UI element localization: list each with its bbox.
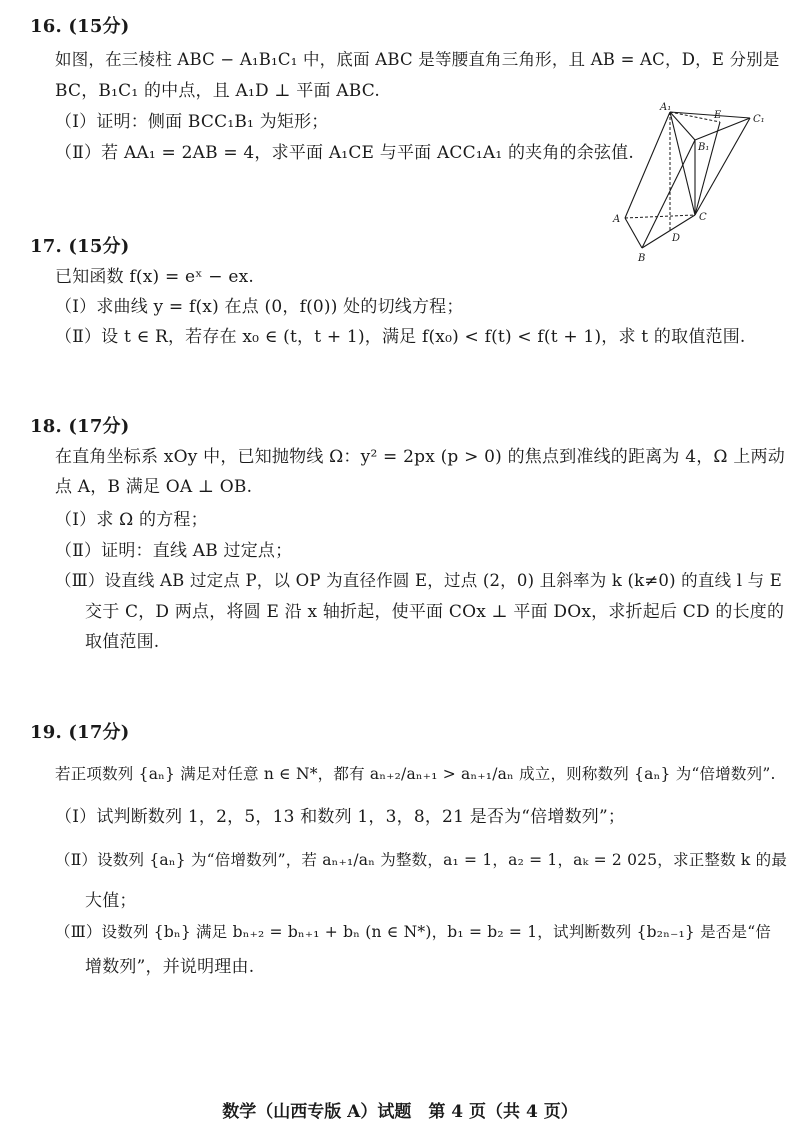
problem-18-line-6: 交于 C，D 两点，将圆 E 沿 x 轴折起，使平面 COx ⊥ 平面 DOx，求折起后 CD 的长度的 [85, 602, 785, 622]
label-B1: B₁ [698, 142, 710, 153]
problem-18-line-4: （Ⅱ）证明：直线 AB 过定点； [55, 541, 293, 561]
problem-18-line-3: （Ⅰ）求 Ω 的方程； [55, 510, 208, 530]
problem-17-line-3: （Ⅱ）设 t ∈ R，若存在 x₀ ∈ (t，t + 1)，满足 f(x₀) < f(t) < f(t + 1)，求 t 的取值范围. [55, 327, 746, 347]
label-D: D [672, 233, 681, 244]
problem-17-line-1: 已知函数 f(x) = eˣ − ex. [55, 267, 254, 287]
edge-a1-c1 [670, 112, 750, 118]
problem-17-header: 17. (15分) [30, 236, 130, 257]
problem-19-line-3: （Ⅱ）设数列 {aₙ} 为“倍增数列”，若 aₙ₊₁/aₙ 为整数，a₁ = 1，a₂ = 1，aₖ = 2 025，求正整数 k 的最 [55, 851, 788, 869]
edge-b1-c1 [695, 118, 750, 140]
problem-19-line-6: 增数列”，并说明理由. [85, 957, 255, 977]
problem-16-line-1: 如图，在三棱柱 ABC − A₁B₁C₁ 中，底面 ABC 是等腰直角三角形，且 AB = AC，D，E 分别是 [55, 50, 780, 69]
problem-19-line-4: 大值； [85, 891, 137, 911]
problem-19-line-5: （Ⅲ）设数列 {bₙ} 满足 bₙ₊₂ = bₙ₊₁ + bₙ (n ∈ N*)，b₁ = b₂ = 1，试判断数列 {b₂ₙ₋₁} 是否是“倍 [55, 923, 772, 941]
problem-16-line-3: （Ⅰ）证明：侧面 BCC₁B₁ 为矩形； [55, 112, 329, 132]
problem-19-line-1: 若正项数列 {aₙ} 满足对任意 n ∈ N*，都有 aₙ₊₂/aₙ₊₁ > aₙ₊₁/aₙ 成立，则称数列 {aₙ} 为“倍增数列”. [55, 765, 776, 783]
label-C: C [699, 212, 707, 223]
problem-16-line-4: （Ⅱ）若 AA₁ = 2AB = 4，求平面 A₁CE 与平面 ACC₁A₁ 的夹角的余弦值. [55, 143, 634, 163]
label-A1: A₁ [660, 102, 672, 113]
problem-18-line-5: （Ⅲ）设直线 AB 过定点 P，以 OP 为直径作圆 E，过点 (2，0) 且斜率为 k (k≠0) 的直线 l 与 E [55, 571, 783, 590]
label-A: A [613, 214, 621, 225]
problem-19-line-2: （Ⅰ）试判断数列 1，2，5，13 和数列 1，3，8，21 是否为“倍增数列”； [55, 807, 626, 827]
prism-diagram [610, 100, 790, 270]
problem-18-header: 18. (17分) [30, 416, 130, 437]
edge-a1-c [670, 112, 695, 215]
label-B: B [638, 253, 646, 264]
edge-c1-c [695, 118, 750, 215]
problem-18-line-1: 在直角坐标系 xOy 中，已知抛物线 Ω：y² = 2px (p > 0) 的焦点到准线的距离为 4，Ω 上两动 [55, 447, 785, 467]
problem-16-line-2: BC，B₁C₁ 的中点，且 A₁D ⊥ 平面 ABC. [55, 81, 380, 101]
prism-figure [610, 100, 790, 270]
problem-17-line-2: （Ⅰ）求曲线 y = f(x) 在点 (0，f(0)) 处的切线方程； [55, 297, 464, 317]
label-C1: C₁ [753, 114, 765, 125]
edge-a1-a [625, 112, 670, 218]
problem-19-header: 19. (17分) [30, 722, 130, 743]
problem-18-line-7: 取值范围. [85, 632, 160, 652]
problem-18-line-2: 点 A，B 满足 OA ⊥ OB. [55, 477, 253, 497]
problem-16-header: 16. (15分) [30, 16, 130, 37]
page-footer: 数学（山西专版 A）试题 第 4 页（共 4 页） [222, 1102, 578, 1122]
edge-a-c-hidden [625, 215, 695, 218]
edge-e-c [695, 122, 720, 215]
label-E: E [714, 110, 722, 121]
edge-a-b [625, 218, 642, 248]
